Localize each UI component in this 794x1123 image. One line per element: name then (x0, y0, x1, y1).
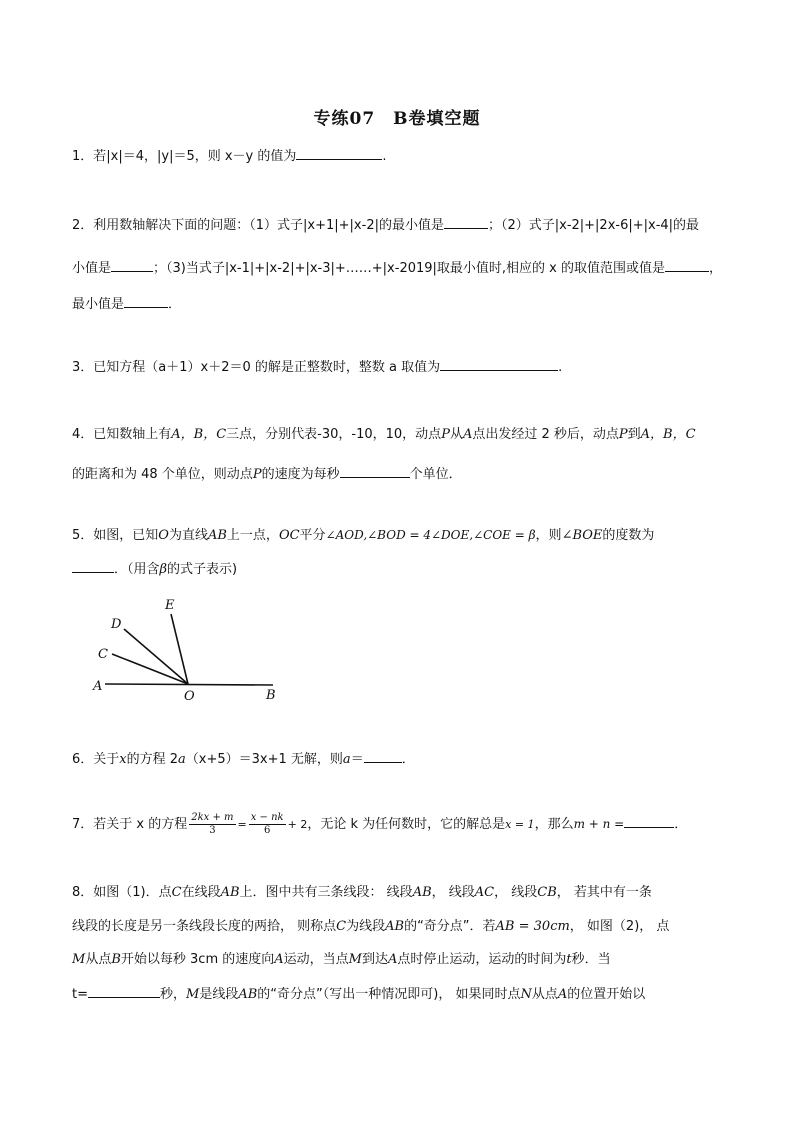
question-4-line-1 (72, 426, 696, 444)
q6-text: 6．关于 (72, 752, 120, 767)
q6-math: a (178, 752, 186, 767)
question-8-line-1 (72, 884, 652, 902)
q5-text: ．（用含 (114, 562, 160, 577)
q8-text: ， 如图（2)， 点 (569, 919, 670, 934)
q5-math: ∠BOE (561, 528, 603, 543)
q8-math: AB (238, 987, 258, 1002)
q5-math: O (158, 528, 169, 543)
q4-text: 的速度为每秒 (261, 467, 340, 482)
q8-math: A (557, 987, 568, 1002)
q7-fraction-left (189, 812, 235, 837)
q3-end: . (558, 360, 563, 375)
q3-text: 3．已知方程（a＋1）x＋2＝0 的解是正整数时，整数 a 取值为 (72, 360, 441, 375)
q8-text: 开始以每秒 3cm 的速度向 (120, 952, 275, 967)
q6-text: 的方程 2 (126, 752, 179, 767)
q7-answer-blank[interactable] (624, 814, 674, 828)
q8-math: M (72, 952, 86, 967)
q8-math: C (171, 885, 182, 900)
q5-math: ∠AOD,∠BOD = 4∠DOE,∠COE = β (325, 528, 536, 542)
q8-math: AC (474, 885, 495, 900)
q8-math: AB (220, 885, 240, 900)
q8-math: C (336, 919, 347, 934)
q2-text: 小值是 (72, 261, 112, 276)
page-title: 专练07 B卷填空题 (313, 109, 481, 129)
q8-text: 在线段 (181, 885, 221, 900)
q7-text: ，无论 k 为任何数时，它的解总是 (307, 817, 506, 832)
ray-oc (112, 654, 188, 684)
q2-text: ；（2）式子|x-2|+|2x-6|+|x-4|的最 (487, 218, 700, 233)
q4-text: 从 (449, 427, 463, 442)
q2-text: 最小值是 (72, 297, 125, 312)
q8-text: 上．图中共有三条线段： 线段 (239, 885, 413, 900)
q8-text: 到达 (361, 952, 388, 967)
q4-math: P (618, 427, 628, 442)
q2-text: 2．利用数轴解决下面的问题：（1）式子|x+1|+|x-2|的最小值是 (72, 218, 444, 233)
q5-text: 5．如图，已知 (72, 528, 159, 543)
q2-blank-1[interactable] (444, 215, 488, 229)
q8-text: 是线段 (199, 987, 239, 1002)
question-8-line-4 (72, 984, 645, 1004)
question-2-line-2 (72, 258, 722, 278)
q8-math: A (387, 952, 398, 967)
q8-text: 为线段 (346, 919, 386, 934)
q8-math: CB (537, 885, 557, 900)
q8-text: 的“奇分点”．若 (404, 919, 496, 934)
q4-math: A (462, 427, 473, 442)
q2-text: ． (168, 297, 182, 312)
q8-math: N (520, 987, 532, 1002)
q5-text: 上一点， (226, 528, 279, 543)
q7-frac-numerator: x − nk (250, 812, 284, 823)
q7-text: 7．若关于 x 的方程 (72, 817, 188, 832)
q7-plus: + 2 (287, 818, 308, 831)
label-a: A (93, 679, 103, 694)
q8-math: AB = 30cm (495, 919, 570, 934)
q2-text: ；（3)当式子|x-1|+|x-2|+|x-3|+……+|x-2019|取最小值时,相应的 x 的取值范围或值是 (153, 261, 665, 276)
question-5-line-2 (72, 559, 237, 579)
q5-text: 平分 (299, 528, 326, 543)
q8-math: M (186, 987, 200, 1002)
q4-math: P (252, 467, 262, 482)
question-3 (72, 357, 562, 377)
q4-text: 个单位． (409, 467, 462, 482)
q8-text: 8．如图（1)．点 (72, 885, 172, 900)
q7-math: x = 1 (505, 818, 535, 831)
q8-text: 线段的长度是另一条线段长度的两拾， 则称点 (72, 919, 337, 934)
q8-text: 运动，当点 (283, 952, 349, 967)
label-o: O (184, 689, 195, 704)
q6-text: ． (401, 752, 415, 767)
q5-text: 的度数为 (602, 528, 655, 543)
q7-math: m + n = (573, 817, 625, 831)
q7-frac-denominator: 6 (263, 825, 271, 836)
q4-text: 点出发经过 2 秒后，动点 (472, 427, 619, 442)
q5-answer-blank[interactable] (72, 559, 114, 573)
question-6 (72, 749, 415, 769)
q5-math: AB (207, 528, 227, 543)
q6-math: x (119, 752, 127, 767)
question-7 (72, 812, 687, 837)
q1-answer-blank[interactable] (296, 146, 382, 160)
q8-math: A (274, 952, 284, 967)
q8-text: 从点 (85, 952, 112, 967)
ray-od (124, 629, 188, 684)
q5-math: β (159, 562, 168, 577)
q6-math: a (342, 752, 351, 767)
label-e: E (165, 598, 175, 613)
q8-text: t= (72, 987, 88, 1002)
q2-blank-2[interactable] (111, 258, 153, 272)
q1-text: 1．若|x|＝4，|y|＝5，则 x－y 的值为 (72, 149, 297, 164)
q7-fraction-right (249, 812, 286, 837)
label-c: C (98, 647, 108, 662)
q8-answer-blank[interactable] (88, 984, 160, 998)
line-ab (105, 684, 273, 685)
q8-text: 从点 (531, 987, 558, 1002)
label-b: B (266, 688, 276, 703)
q5-text: 的式子表示) (167, 562, 238, 577)
q8-math: t (566, 952, 572, 967)
question-4-line-2 (72, 464, 462, 484)
q5-text: 为直线 (168, 528, 208, 543)
q4-math: P (441, 427, 450, 442)
q8-math: B (111, 952, 121, 967)
q4-math: A，B，C (640, 427, 696, 442)
q4-text: 4．已知数轴上有 (72, 427, 172, 442)
q8-text: 的“奇分点”（写出一种情况即可)， 如果同时点 (257, 987, 521, 1002)
q4-answer-blank[interactable] (340, 464, 410, 478)
q4-text: 三点，分别代表-30，-10，10，动点 (226, 427, 442, 442)
q2-blank-4[interactable] (124, 294, 168, 308)
q2-blank-3[interactable] (665, 258, 709, 272)
q7-frac-numerator: 2kx + m (191, 812, 234, 823)
q8-text: 的位置开始以 (567, 987, 646, 1002)
q7-text: ． (674, 817, 688, 832)
question-5-line-1 (72, 526, 654, 545)
ray-oe (171, 614, 188, 684)
q8-text: ， 若其中有一条 (556, 885, 652, 900)
q7-equals: = (237, 818, 247, 831)
q8-math: M (348, 952, 362, 967)
q8-math: AB (385, 919, 405, 934)
q8-text: 秒．当 (571, 952, 611, 967)
question-1 (72, 146, 387, 166)
question-2-line-1 (72, 215, 699, 235)
q7-text: ，那么 (534, 817, 574, 832)
question-8-line-3 (72, 951, 611, 969)
q5-text: ，则 (535, 528, 562, 543)
q4-text: 到 (627, 427, 641, 442)
q1-end: . (382, 149, 387, 164)
q8-math: AB (412, 885, 432, 900)
q7-frac-denominator: 3 (209, 825, 216, 836)
q6-answer-blank[interactable] (364, 749, 402, 763)
q6-text: ＝ (350, 752, 364, 767)
q4-math: A，B，C (171, 427, 227, 442)
q8-text: ， 线段 (494, 885, 538, 900)
q8-text: 点时停止运动，运动的时间为 (397, 952, 567, 967)
q3-answer-blank[interactable] (440, 357, 558, 371)
q8-text: 秒， (160, 987, 187, 1002)
q5-math: OC (278, 528, 300, 543)
q4-text: 的距离和为 48 个单位，则动点 (72, 467, 253, 482)
q2-text: ， (709, 261, 723, 276)
q6-text: （x+5）＝3x+1 无解，则 (185, 752, 343, 767)
q8-text: ， 线段 (431, 885, 475, 900)
label-d: D (111, 617, 122, 632)
question-8-line-2 (72, 918, 669, 936)
question-2-line-3 (72, 294, 181, 314)
angle-figure (85, 592, 295, 707)
